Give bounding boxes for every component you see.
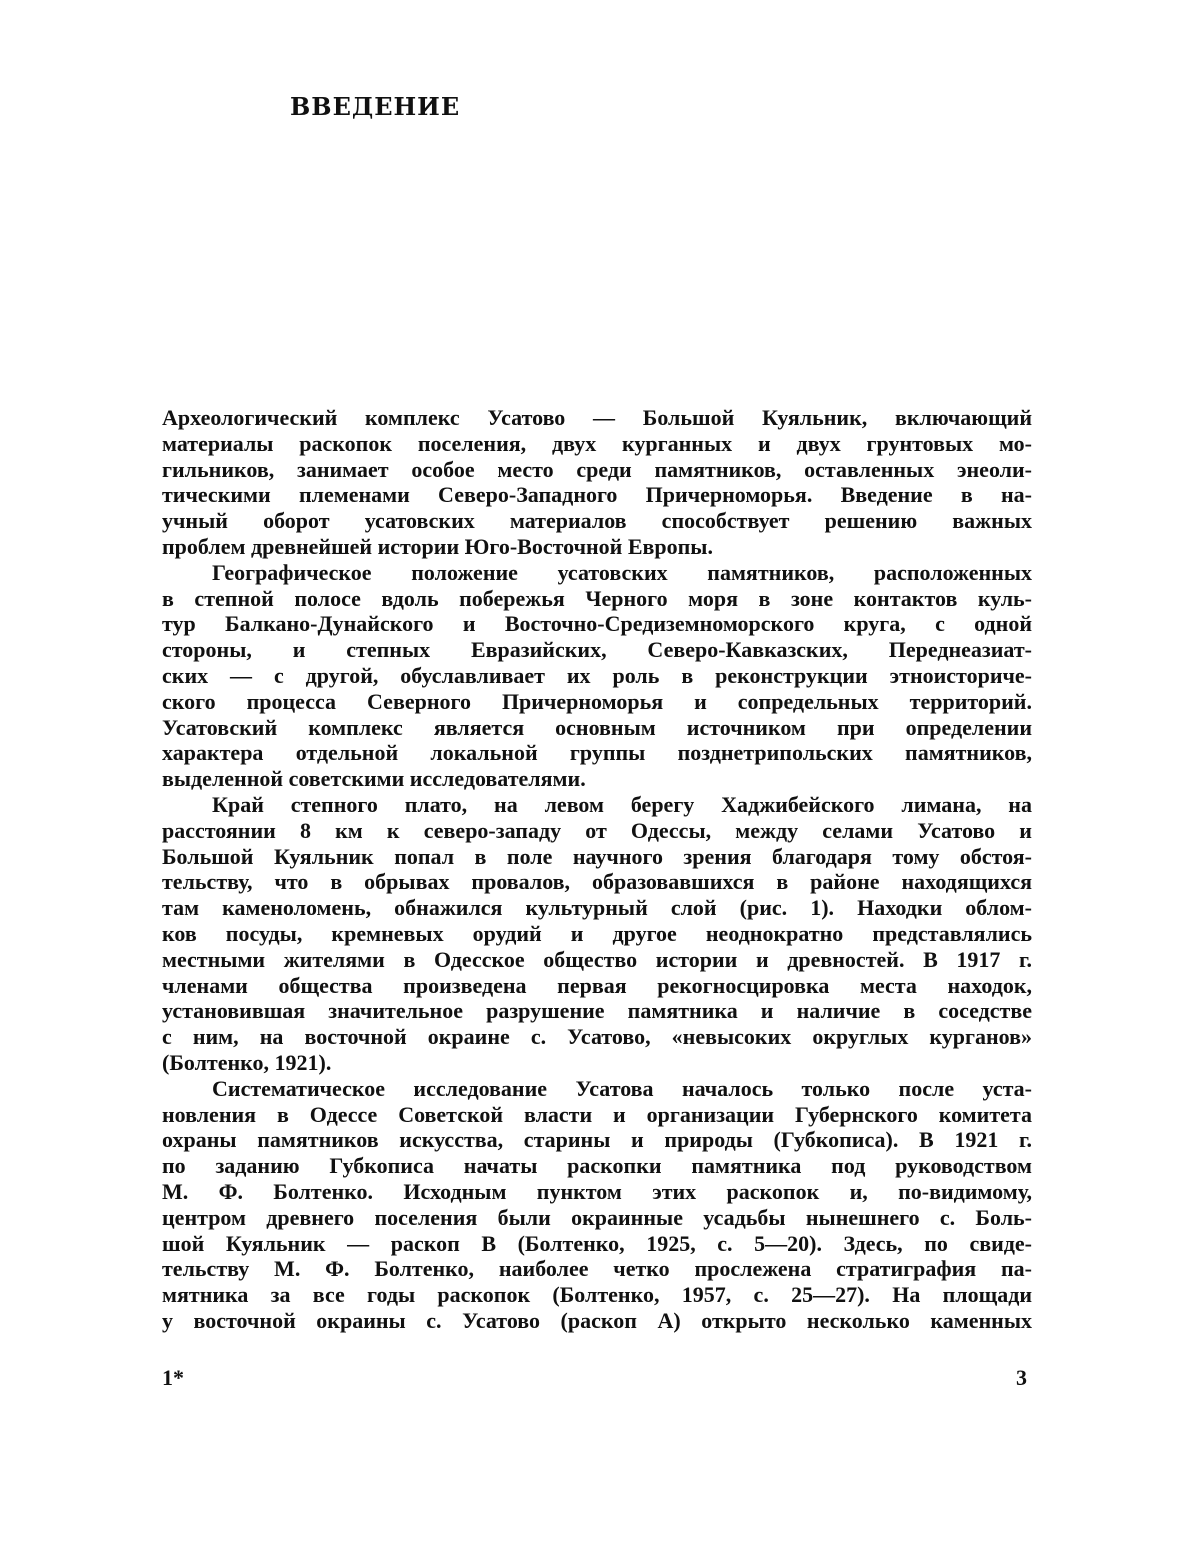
text-line: материалы раскопок поселения, двух курганных и двух грунтовых мо-: [162, 430, 1032, 456]
text-line: ков посуды, кремневых орудий и другое неоднократно представлялись: [162, 920, 1032, 946]
text-line: местными жителями в Одесское общество истории и древностей. В 1917 г.: [162, 946, 1032, 972]
text-line: Археологический комплекс Усатово — Большой Куяльник, включающий: [162, 405, 1032, 430]
text-line: проблем древнейшей истории Юго-Восточной Европы.: [162, 533, 713, 559]
text-line: Географическое положение усатовских памятников, расположенных: [212, 559, 1032, 585]
text-line: Усатовский комплекс является основным источником при определении: [162, 714, 1032, 740]
page-number: 3: [1016, 1365, 1027, 1390]
paragraph: [162, 560, 1032, 792]
text-line: М. Ф. Болтенко. Исходным пунктом этих раскопок и, по-видимому,: [162, 1178, 1032, 1204]
text-line: выделенной советскими исследователями.: [162, 766, 586, 792]
text-line: в степной полосе вдоль побережья Черного моря в зоне контактов куль-: [162, 585, 1032, 611]
text-line: тур Балкано-Дунайского и Восточно-Средиземноморского круга, с одной: [162, 611, 1032, 637]
text-line: центром древнего поселения были окраинные усадьбы нынешнего с. Боль-: [162, 1204, 1032, 1230]
body-text: [162, 405, 1032, 1334]
paragraph: [162, 792, 1032, 1076]
text-line: по заданию Губкописа начаты раскопки памятника под руководством: [162, 1153, 1032, 1179]
text-line: новления в Одессе Советской власти и организации Губернского комитета: [162, 1101, 1032, 1127]
text-line: Систематическое исследование Усатова началось только после уста-: [212, 1075, 1032, 1101]
text-line: учный оборот усатовских материалов способствует решению важных: [162, 508, 1032, 534]
text-line: Край степного плато, на левом берегу Хаджибейского лимана, на: [212, 791, 1032, 817]
text-line: там каменоломень, обнажился культурный слой (рис. 1). Находки облом-: [162, 895, 1032, 921]
signature-mark: 1*: [162, 1365, 184, 1390]
text-line: характера отдельной локальной группы позднетрипольских памятников,: [162, 740, 1032, 766]
text-line: расстоянии 8 км к северо-западу от Одессы, между селами Усатово и: [162, 817, 1032, 843]
text-line: гильников, занимает особое место среди памятников, оставленных энеоли-: [162, 456, 1032, 482]
text-line: стороны, и степных Евразийских, Северо-Кавказских, Переднеазиат-: [162, 637, 1032, 663]
paragraph: [162, 1076, 1032, 1334]
text-line: тельству М. Ф. Болтенко, наиболее четко прослежена стратиграфия па-: [162, 1256, 1032, 1282]
text-line: ских — с другой, обуславливает их роль в реконструкции этноисториче-: [162, 662, 1032, 688]
text-line: тельству, что в обрывах провалов, образовавшихся в районе находящихся: [162, 869, 1032, 895]
text-line: мятника за все годы раскопок (Болтенко, 1957, с. 25—27). На площади: [162, 1282, 1032, 1308]
text-line: установившая значительное разрушение памятника и наличие в соседстве: [162, 998, 1032, 1024]
chapter-heading: ВВЕДЕНИЕ: [290, 92, 461, 121]
text-line: шой Куяльник — раскоп В (Болтенко, 1925, с. 5—20). Здесь, по свиде-: [162, 1230, 1032, 1256]
text-line: (Болтенко, 1921).: [162, 1049, 332, 1075]
text-line: с ним, на восточной окраине с. Усатово, «невысоких округлых курганов»: [162, 1024, 1032, 1050]
text-line: ского процесса Северного Причерноморья и сопредельных территорий.: [162, 688, 1032, 714]
paragraph: [162, 405, 1032, 560]
text-line: охраны памятников искусства, старины и природы (Губкописа). В 1921 г.: [162, 1127, 1032, 1153]
text-line: тическими племенами Северо-Западного Причерноморья. Введение в на-: [162, 482, 1032, 508]
text-line: у восточной окраины с. Усатово (раскоп А) открыто несколько каменных: [162, 1307, 1032, 1333]
text-line: Большой Куяльник попал в поле научного зрения благодаря тому обстоя-: [162, 843, 1032, 869]
text-line: членами общества произведена первая рекогносцировка места находок,: [162, 972, 1032, 998]
